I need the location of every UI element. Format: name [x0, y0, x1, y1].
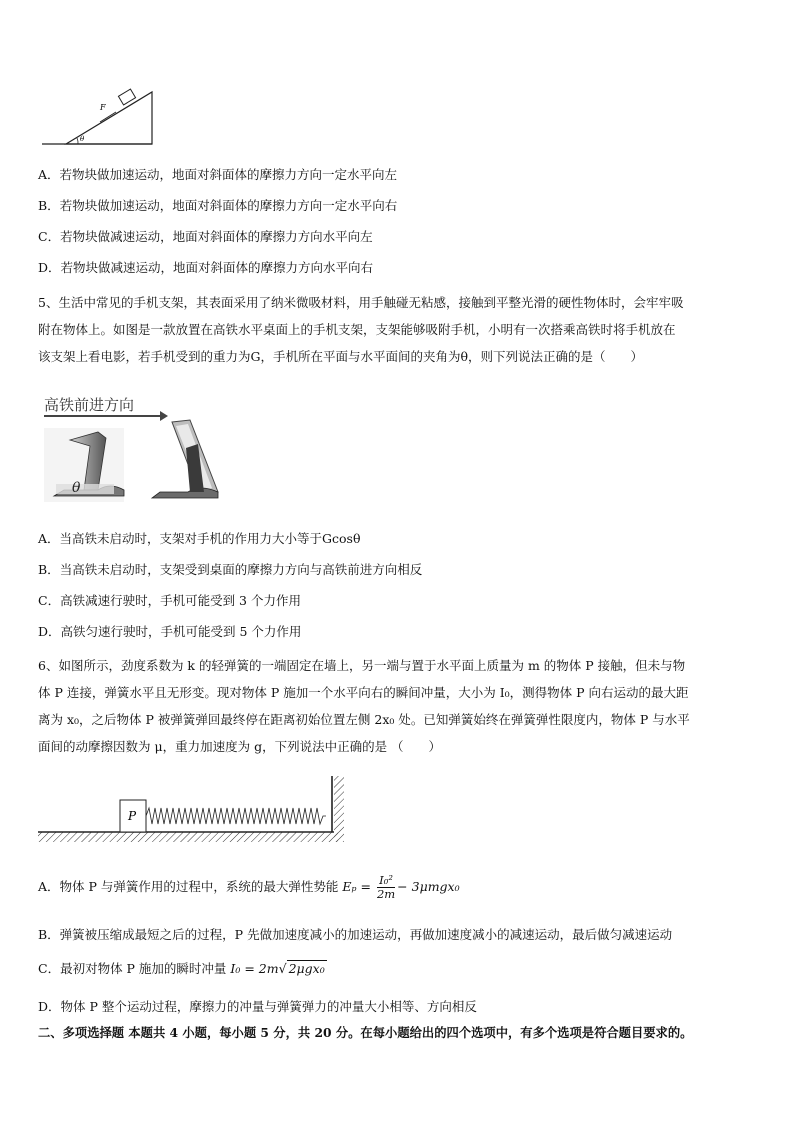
direction-caption: 高铁前进方向: [44, 396, 135, 414]
q5-option-b: B．当高铁未启动时，支架受到桌面的摩擦力方向与高铁前进方向相反: [38, 562, 423, 577]
q6-option-a: A．物体 P 与弹簧作用的过程中，系统的最大弹性势能 Eₚ = $\frac{\text{I₀²}}{2m}$ − 3μmgx₀: [38, 873, 460, 901]
section-heading: 二、多项选择题 本题共 4 小题，每小题 5 分，共 20 分。在每小题给出的四个选项中，有多个选项是符合题目要求的。: [38, 1025, 693, 1040]
q5-option-d: D．高铁匀速行驶时，手机可能受到 5 个力作用: [38, 624, 302, 639]
q5-stem-line: 附在物体上。如图是一款放置在高铁水平桌面上的手机支架，支架能够吸附手机，小明有一次搭乘高铁时将手机放在: [38, 322, 676, 337]
q5-stem: [38, 289, 758, 370]
q6-stem-line: 离为 x₀，之后物体 P 被弹簧弹回最终停在距离初始位置左侧 2x₀ 处。已知弹簧始终在弹簧弹性限度内，物体 P 与水平: [38, 712, 690, 727]
q5-option-c: C．高铁减速行驶时，手机可能受到 3 个力作用: [38, 593, 301, 608]
q6-stem-line: 体 P 连接，弹簧水平且无形变。现对物体 P 施加一个水平向右的瞬间冲量，大小为 I₀，测得物体 P 向右运动的最大距: [38, 685, 689, 700]
q4-option-b: B．若物块做加速运动，地面对斜面体的摩擦力方向一定水平向右: [38, 198, 398, 213]
block-label: P: [128, 809, 137, 823]
q6-stem-line: 面间的动摩擦因数为 μ，重力加速度为 g，下列说法中正确的是 （ ）: [38, 739, 442, 754]
q6-option-b: B．弹簧被压缩成最短之后的过程，P 先做加速度减小的加速运动，再做加速度减小的减速运动，最后做匀减速运动: [38, 927, 673, 942]
incline-figure: [40, 88, 170, 148]
q5-option-a: A．当高铁未启动时，支架对手机的作用力大小等于Gcosθ: [38, 531, 361, 546]
phone-stand-figure: [40, 392, 220, 504]
phone-angle-label: θ: [72, 480, 81, 496]
spring-figure: [38, 772, 350, 844]
q5-stem-line: 该支架上看电影，若手机受到的重力为G，手机所在平面与水平面间的夹角为θ，则下列说法正确的是（ ）: [38, 349, 644, 364]
q4-option-d: D．若物块做减速运动，地面对斜面体的摩擦力方向水平向右: [38, 260, 374, 275]
sqrt-symbol: √: [278, 961, 287, 976]
force-label: F: [100, 103, 106, 112]
energy-fraction: $\frac{\text{I₀²}}{2m}$: [376, 873, 396, 901]
q4-option-c: C．若物块做减速运动，地面对斜面体的摩擦力方向水平向左: [38, 229, 373, 244]
q5-stem-line: 5、生活中常见的手机支架，其表面采用了纳米微吸材料，用手触碰无粘感，接触到平整光滑的硬性物体时，会牢牢吸: [38, 295, 684, 310]
q6-stem: [38, 652, 758, 760]
q4-option-a: A．若物块做加速运动，地面对斜面体的摩擦力方向一定水平向左: [38, 167, 398, 182]
q6-stem-line: 6、如图所示，劲度系数为 k 的轻弹簧的一端固定在墙上，另一端与置于水平面上质量为 m 的物体 P 接触，但未与物: [38, 658, 686, 673]
q6-option-c: C．最初对物体 P 施加的瞬时冲量 I₀ = 2m√ 2μgx₀: [38, 961, 325, 976]
q6-option-d: D．物体 P 整个运动过程，摩擦力的冲量与弹簧弹力的冲量大小相等、方向相反: [38, 999, 477, 1014]
angle-label: θ: [80, 135, 85, 143]
